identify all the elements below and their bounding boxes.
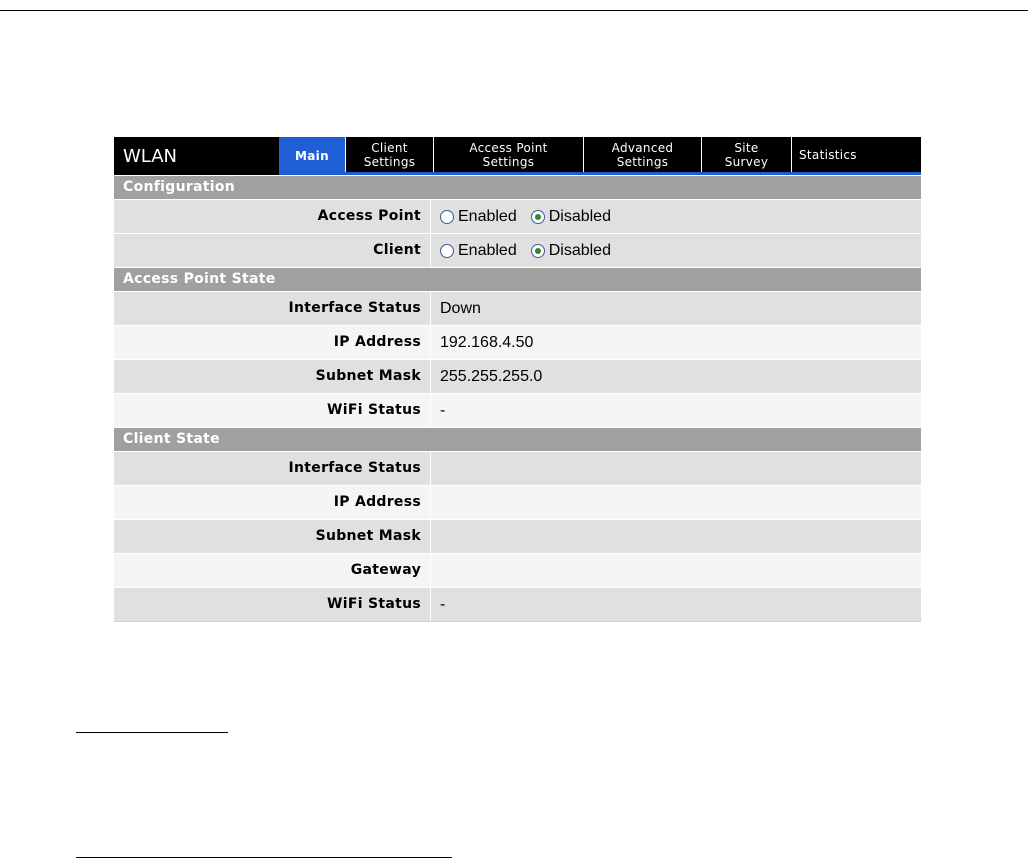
- client-ip-address-label: IP Address: [114, 486, 431, 519]
- access-point-row: [114, 199, 921, 233]
- tab-main[interactable]: Main: [279, 137, 345, 175]
- client-gateway-value: [431, 554, 921, 587]
- brand-title: WLAN: [123, 145, 178, 167]
- tab-bar: [114, 137, 921, 175]
- access-point-disabled-radio[interactable]: [531, 200, 611, 233]
- client-gateway-label: Gateway: [114, 554, 431, 587]
- tab-statistics[interactable]: Statistics: [791, 137, 921, 172]
- client-interface-status-row: [114, 451, 921, 485]
- radio-label: Disabled: [548, 242, 611, 259]
- top-divider: [0, 10, 1028, 11]
- ap-ip-address-row: [114, 325, 921, 359]
- client-label: Client: [114, 234, 431, 267]
- panel-bottom-border: [114, 621, 921, 622]
- ap-subnet-mask-row: [114, 359, 921, 393]
- access-point-label: Access Point: [114, 200, 431, 233]
- section-client-state: Client State: [114, 427, 921, 451]
- client-wifi-status-value: -: [440, 596, 446, 613]
- radio-checked-icon: [531, 244, 545, 258]
- tab-underline: [279, 172, 921, 175]
- radio-label: Disabled: [548, 208, 611, 225]
- tab-client-settings[interactable]: Client Settings: [345, 137, 433, 172]
- client-ip-address-row: [114, 485, 921, 519]
- section-access-point-state: Access Point State: [114, 267, 921, 291]
- tab-access-point-settings[interactable]: Access Point Settings: [433, 137, 583, 172]
- ap-interface-status-value: Down: [440, 300, 481, 317]
- ap-interface-status-row: [114, 291, 921, 325]
- wlan-panel: [114, 137, 921, 622]
- underline-rule: [76, 857, 452, 858]
- radio-label: Enabled: [458, 208, 517, 225]
- ap-ip-address-label: IP Address: [114, 326, 431, 359]
- client-subnet-mask-label: Subnet Mask: [114, 520, 431, 553]
- client-subnet-mask-row: [114, 519, 921, 553]
- ap-subnet-mask-label: Subnet Mask: [114, 360, 431, 393]
- client-wifi-status-row: [114, 587, 921, 621]
- tab-site-survey[interactable]: Site Survey: [701, 137, 791, 172]
- client-disabled-radio[interactable]: [531, 234, 611, 267]
- radio-unchecked-icon: [440, 210, 454, 224]
- access-point-enabled-radio[interactable]: [440, 200, 517, 233]
- client-interface-status-value: [431, 452, 921, 485]
- section-configuration: Configuration: [114, 175, 921, 199]
- radio-label: Enabled: [458, 242, 517, 259]
- access-point-options: [431, 200, 921, 233]
- ap-wifi-status-row: [114, 393, 921, 427]
- ap-subnet-mask-value: 255.255.255.0: [440, 368, 543, 385]
- client-subnet-mask-value: [431, 520, 921, 553]
- client-gateway-row: [114, 553, 921, 587]
- client-options: [431, 234, 921, 267]
- ap-ip-address-value: 192.168.4.50: [440, 334, 534, 351]
- client-row: [114, 233, 921, 267]
- radio-checked-icon: [531, 210, 545, 224]
- client-ip-address-value: [431, 486, 921, 519]
- ap-interface-status-label: Interface Status: [114, 292, 431, 325]
- ap-wifi-status-label: WiFi Status: [114, 394, 431, 427]
- client-wifi-status-label: WiFi Status: [114, 588, 431, 621]
- tab-advanced-settings[interactable]: Advanced Settings: [583, 137, 701, 172]
- radio-unchecked-icon: [440, 244, 454, 258]
- client-interface-status-label: Interface Status: [114, 452, 431, 485]
- underline-rule: [76, 732, 228, 733]
- ap-wifi-status-value: -: [440, 402, 446, 419]
- client-enabled-radio[interactable]: [440, 234, 517, 267]
